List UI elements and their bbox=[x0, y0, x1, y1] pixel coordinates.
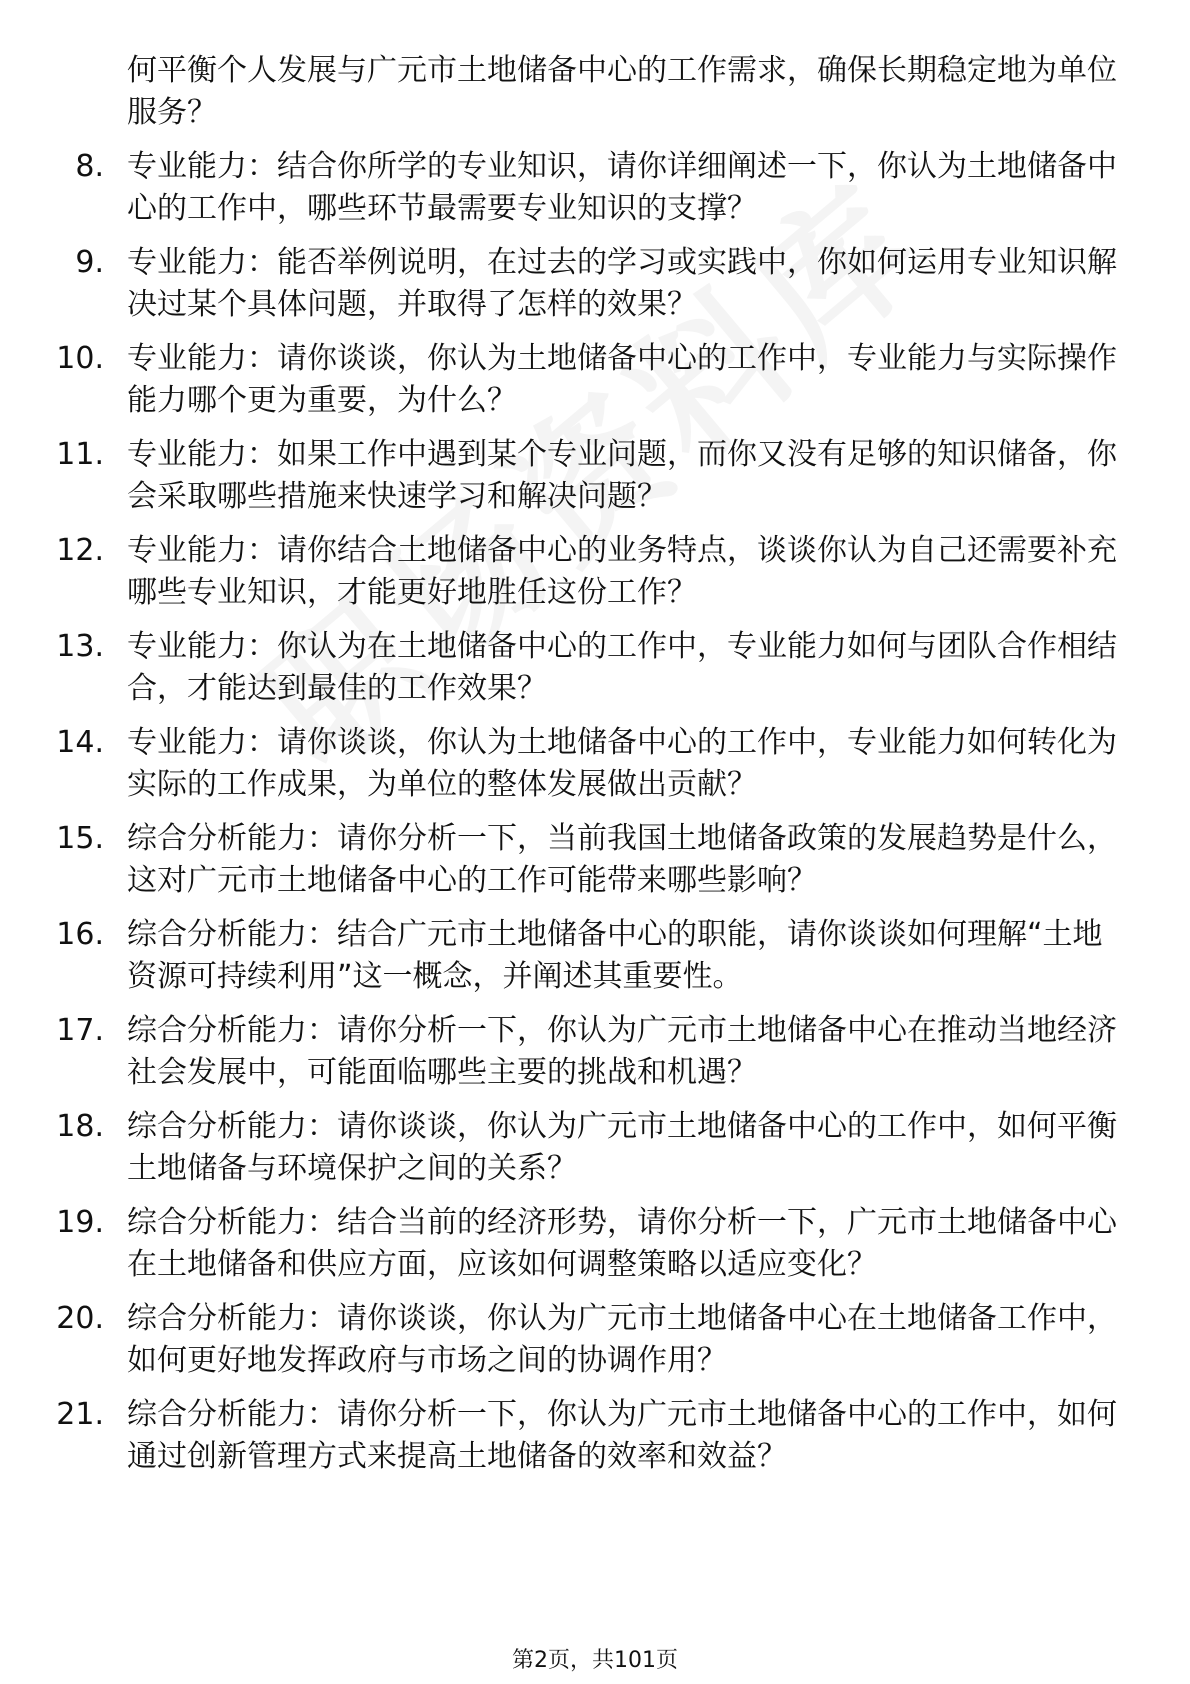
continued-paragraph: 何平衡个人发展与广元市土地储备中心的工作需求，确保长期稳定地为单位服务？ bbox=[127, 53, 1117, 130]
question-text: 综合分析能力：请你分析一下，当前我国土地储备政策的发展趋势是什么，这对广元市土地储备中心的工作可能带来哪些影响？ bbox=[127, 821, 1117, 898]
list-item bbox=[0, 146, 1127, 230]
question-text: 综合分析能力：结合当前的经济形势，请你分析一下，广元市土地储备中心在土地储备和供应方面，应该如何调整策略以适应变化？ bbox=[127, 1205, 1117, 1282]
question-number: 8. bbox=[75, 149, 104, 184]
question-number: 16. bbox=[56, 917, 104, 952]
question-text: 专业能力：请你谈谈，你认为土地储备中心的工作中，专业能力与实际操作能力哪个更为重要，为什么？ bbox=[127, 341, 1117, 418]
question-number: 19. bbox=[56, 1205, 104, 1240]
question-number: 21. bbox=[56, 1397, 104, 1432]
list-item bbox=[0, 530, 1127, 614]
list-item bbox=[0, 722, 1127, 806]
question-text: 专业能力：你认为在土地储备中心的工作中，专业能力如何与团队合作相结合，才能达到最佳的工作效果？ bbox=[127, 629, 1117, 706]
question-number: 9. bbox=[75, 245, 104, 280]
list-item bbox=[0, 338, 1127, 422]
question-text: 综合分析能力：结合广元市土地储备中心的职能，请你谈谈如何理解“土地资源可持续利用”这一概念，并阐述其重要性。 bbox=[127, 917, 1103, 994]
list-item bbox=[0, 626, 1127, 710]
list-item bbox=[0, 1202, 1127, 1286]
list-item bbox=[0, 818, 1127, 902]
question-text: 专业能力：请你谈谈，你认为土地储备中心的工作中，专业能力如何转化为实际的工作成果，为单位的整体发展做出贡献？ bbox=[127, 725, 1117, 802]
list-item bbox=[0, 1394, 1127, 1478]
list-item bbox=[0, 1010, 1127, 1094]
question-number: 14. bbox=[56, 725, 104, 760]
question-number: 20. bbox=[56, 1301, 104, 1336]
list-item bbox=[0, 1106, 1127, 1190]
question-text: 专业能力：结合你所学的专业知识，请你详细阐述一下，你认为土地储备中心的工作中，哪些环节最需要专业知识的支撑？ bbox=[127, 149, 1117, 226]
question-text: 专业能力：能否举例说明，在过去的学习或实践中，你如何运用专业知识解决过某个具体问题，并取得了怎样的效果？ bbox=[127, 245, 1117, 322]
question-number: 11. bbox=[56, 437, 104, 472]
page-content bbox=[0, 50, 1190, 1490]
question-number: 18. bbox=[56, 1109, 104, 1144]
question-text: 综合分析能力：请你分析一下，你认为广元市土地储备中心在推动当地经济社会发展中，可能面临哪些主要的挑战和机遇？ bbox=[127, 1013, 1117, 1090]
list-item bbox=[0, 434, 1127, 518]
question-list bbox=[0, 146, 1190, 1478]
question-number: 17. bbox=[56, 1013, 104, 1048]
question-text: 综合分析能力：请你谈谈，你认为广元市土地储备中心的工作中，如何平衡土地储备与环境保护之间的关系？ bbox=[127, 1109, 1117, 1186]
question-text: 专业能力：如果工作中遇到某个专业问题，而你又没有足够的知识储备，你会采取哪些措施来快速学习和解决问题？ bbox=[127, 437, 1117, 514]
list-item bbox=[0, 242, 1127, 326]
question-number: 13. bbox=[56, 629, 104, 664]
question-number: 15. bbox=[56, 821, 104, 856]
page-number-footer: 第2页，共101页 bbox=[512, 1648, 678, 1673]
list-item bbox=[0, 914, 1127, 998]
question-number: 12. bbox=[56, 533, 104, 568]
question-text: 综合分析能力：请你谈谈，你认为广元市土地储备中心在土地储备工作中，如何更好地发挥政府与市场之间的协调作用？ bbox=[127, 1301, 1117, 1378]
question-text: 综合分析能力：请你分析一下，你认为广元市土地储备中心的工作中，如何通过创新管理方式来提高土地储备的效率和效益？ bbox=[127, 1397, 1117, 1474]
list-item bbox=[0, 1298, 1127, 1382]
question-number: 10. bbox=[56, 341, 104, 376]
question-text: 专业能力：请你结合土地储备中心的业务特点，谈谈你认为自己还需要补充哪些专业知识，才能更好地胜任这份工作？ bbox=[127, 533, 1117, 610]
